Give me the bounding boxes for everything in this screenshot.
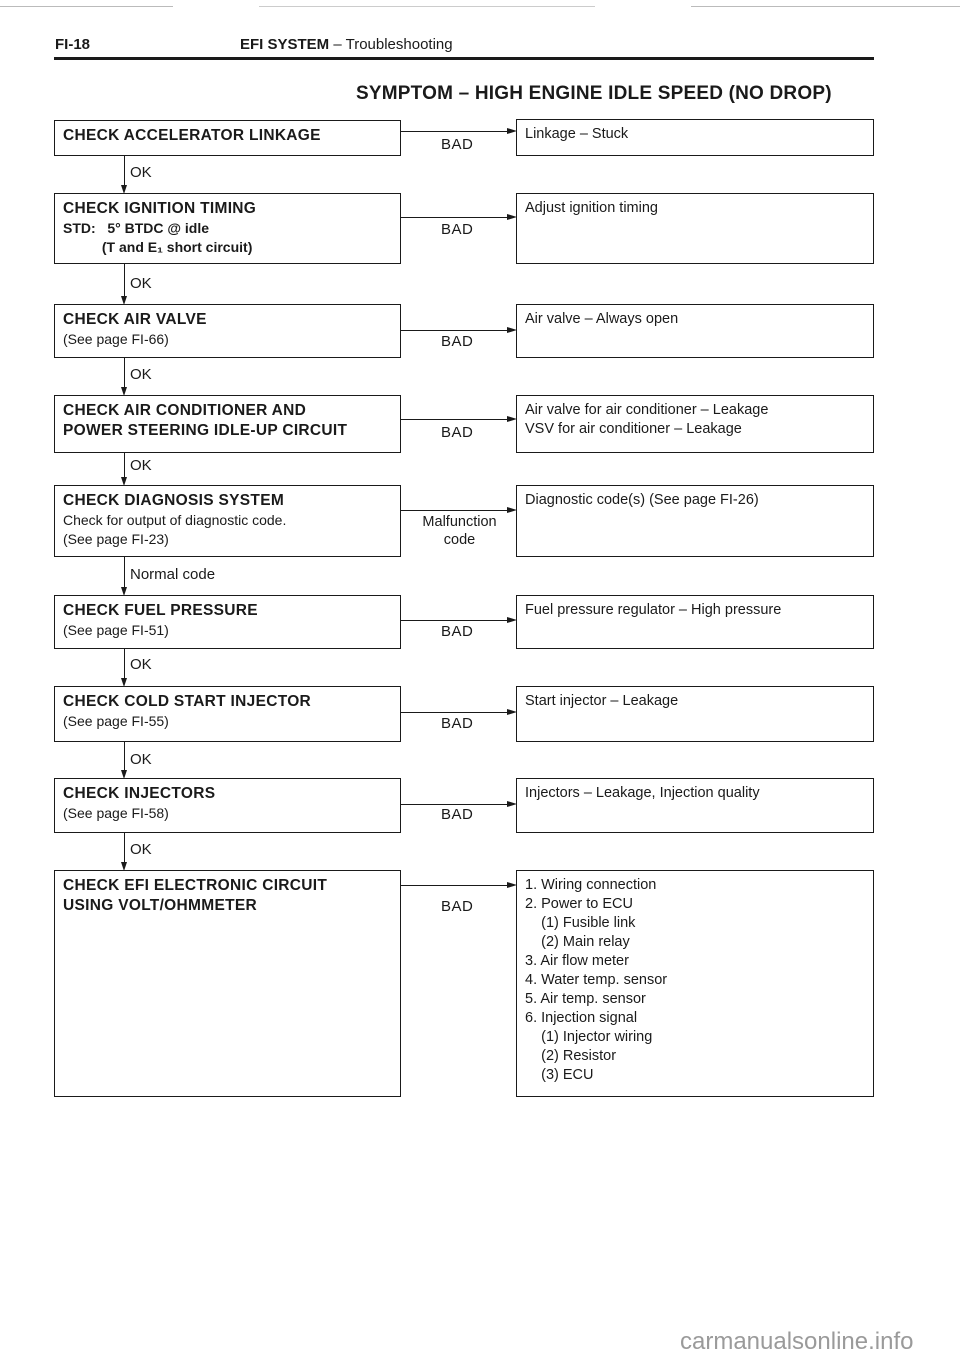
result-text: Linkage – Stuck [525,126,629,142]
branch-label: BAD [441,898,474,915]
bad-connector [401,330,513,331]
step-instruction: Check for output of diagnostic code. [63,512,287,528]
normal-code-connector [124,557,125,588]
result-text: Air valve – Always open [525,311,679,327]
step-reference: (See page FI-66) [63,331,169,347]
step-reference: (See page FI-55) [63,713,169,729]
ok-connector [124,742,125,771]
ok-label: OK [130,164,152,181]
step-reference: (See page FI-58) [63,805,169,821]
step-title: CHECK EFI ELECTRONIC CIRCUIT [63,877,328,894]
branch-label: BAD [441,623,474,640]
step-title: CHECK AIR VALVE [63,311,207,328]
step-check-cold-start-injector [54,686,401,742]
branch-label-line1: Malfunction [422,514,497,530]
step-check-ac-ps-idle-up [54,395,401,453]
result-box-checklist [516,870,874,1097]
branch-label: BAD [441,424,474,441]
bad-connector [401,620,513,621]
checklist-item: 4. Water temp. sensor [525,972,668,988]
section-title-bold: EFI SYSTEM [240,36,330,53]
ok-label: OK [130,366,152,383]
checklist-item: 2. Power to ECU [525,896,633,912]
branch-label: BAD [441,136,474,153]
branch-label-malfunction [412,513,507,549]
result-box [516,485,874,557]
ok-connector [124,156,125,186]
ok-connector [124,453,125,479]
step-title: CHECK IGNITION TIMING [63,200,257,217]
branch-label: BAD [441,806,474,823]
step-title-line2: USING VOLT/OHMMETER [63,897,257,914]
branch-label-line2: code [443,532,476,548]
scan-top-edge [0,6,960,7]
checklist-item: 1. Wiring connection [525,877,657,893]
result-box [516,193,874,264]
ok-label: OK [130,457,152,474]
step-title: CHECK AIR CONDITIONER AND [63,402,307,419]
bad-connector [401,712,513,713]
checklist-subitem: (2) Main relay [525,934,630,950]
ok-connector [124,833,125,863]
result-text: Start injector – Leakage [525,693,679,709]
result-text: Injectors – Leakage, Injection quality [525,785,760,801]
ok-label: OK [130,275,152,292]
ok-label: OK [130,751,152,768]
watermark: carmanualsonline.info [680,1328,914,1355]
result-box [516,686,874,742]
ok-connector [124,358,125,388]
branch-label: BAD [441,221,474,238]
result-text: Diagnostic code(s) (See page FI-26) [525,492,759,508]
step-title: CHECK FUEL PRESSURE [63,602,258,619]
malfunction-connector [401,510,513,511]
bad-connector [401,885,513,886]
header-rule [54,57,874,60]
section-title [240,36,453,53]
checklist-subitem: (1) Fusible link [525,915,636,931]
step-check-injectors [54,778,401,833]
step-reference: (See page FI-51) [63,622,169,638]
step-check-air-valve [54,304,401,358]
result-box [516,595,874,649]
checklist-item: 6. Injection signal [525,1010,638,1026]
step-title-line2: POWER STEERING IDLE-UP CIRCUIT [63,422,348,439]
result-box [516,119,874,156]
result-text: Fuel pressure regulator – High pressure [525,602,782,618]
ok-connector [124,264,125,298]
step-title: CHECK INJECTORS [63,785,216,802]
step-spec-note: (T and E₁ short circuit) [63,239,253,255]
step-check-fuel-pressure [54,595,401,649]
page-number: FI-18 [55,36,91,53]
step-check-ignition-timing [54,193,401,264]
checklist-item: 3. Air flow meter [525,953,629,969]
step-title: CHECK COLD START INJECTOR [63,693,312,710]
checklist [525,876,865,1085]
symptom-title: SYMPTOM – HIGH ENGINE IDLE SPEED (NO DROP) [356,83,832,104]
result-text: Air valve for air conditioner – Leakage [525,402,769,418]
step-title: CHECK DIAGNOSIS SYSTEM [63,492,285,509]
result-box [516,304,874,358]
bad-connector [401,217,513,218]
checklist-item: 5. Air temp. sensor [525,991,646,1007]
step-check-diagnosis-system [54,485,401,557]
bad-connector [401,131,513,132]
step-spec: STD: 5° BTDC @ idle [63,220,210,236]
ok-label: OK [130,841,152,858]
result-box [516,395,874,453]
step-reference: (See page FI-23) [63,531,169,547]
checklist-subitem: (2) Resistor [525,1048,617,1064]
section-title-rest: – Troubleshooting [329,36,453,53]
checklist-subitem: (1) Injector wiring [525,1029,653,1045]
result-text: VSV for air conditioner – Leakage [525,421,742,437]
ok-label: OK [130,656,152,673]
result-text: Adjust ignition timing [525,200,658,216]
normal-code-label: Normal code [130,566,216,583]
ok-connector [124,649,125,679]
branch-label: BAD [441,715,474,732]
step-title: CHECK ACCELERATOR LINKAGE [63,127,321,144]
result-box [516,778,874,833]
branch-label: BAD [441,333,474,350]
checklist-subitem: (3) ECU [525,1067,594,1083]
step-check-efi-electronic-circuit [54,870,401,1097]
bad-connector [401,804,513,805]
bad-connector [401,419,513,420]
step-check-accelerator-linkage [54,120,401,156]
